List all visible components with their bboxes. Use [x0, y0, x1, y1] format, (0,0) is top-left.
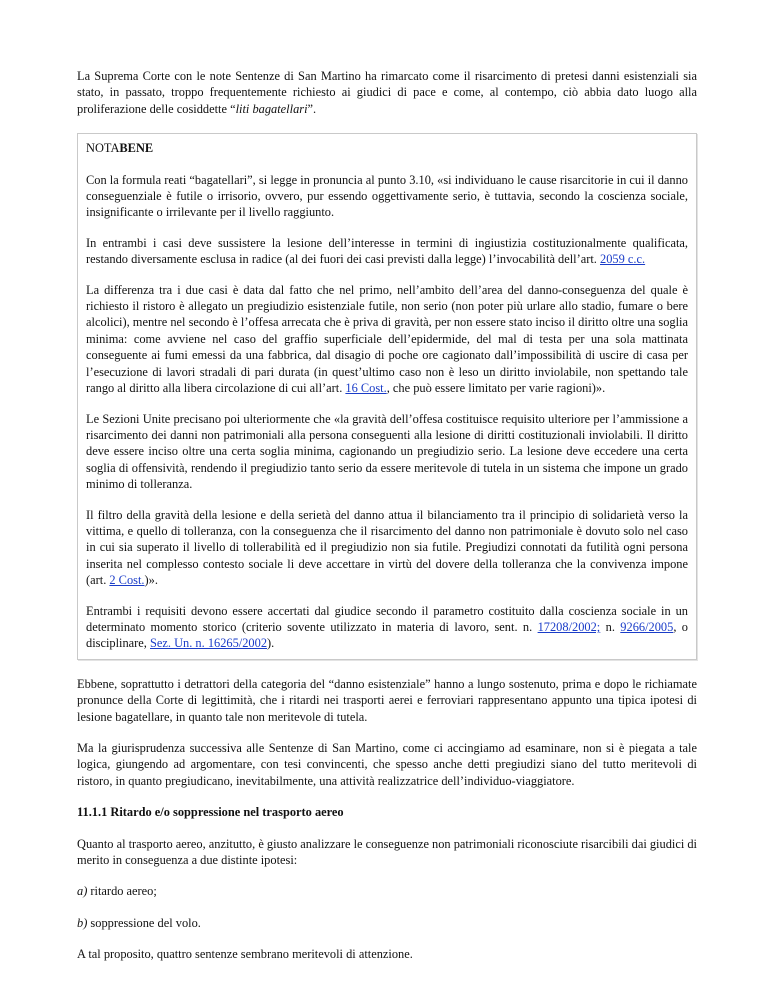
nota-bene-title: NOTABENE [86, 141, 154, 156]
nota-paragraph-3: La differenza tra i due casi è data dal fatto che nel primo, nell’ambito dell’area del danno-conseguenza del quale è richiesto il ristoro è allegato un pregiudizio esistenziale futile, non serio (non poter più urlare allo stadio, fumare o bere alcolici), mentre nel secondo è l’offesa arrecata che è priva di gravità, per non essere stato inciso il diritto oltre una soglia minima: come avviene nel caso del graffio superficiale dell’epidermide, del mal di testa per una sola mattinata conseguente ai fumi emessi da una fabbrica, dal disagio di poche ore cagionato dall’impossibilità di uscire di casa per l’esecuzione di lavori stradali di pari durata (in quest’ultimo caso non è leso un diritto inviolabile, non spettando tale rango al diritto alla libera circolazione di cui all’art. 16 Cost., che può essere limitato per varie ragioni)». [86, 282, 688, 396]
intro-italic-term: liti bagatellari [235, 101, 308, 116]
list-item-a: a) ritardo aereo; [77, 884, 157, 899]
nota-paragraph-5: Il filtro della gravità della lesione e della serietà del danno attua il bilanciamento tra il principio di solidarietà verso la vittima, e quello di tolleranza, con la conseguenza che il risarcimento del danno non patrimoniale è dovuto solo nel caso in cui sia superato il livello di tollerabilità ed il pregiudizio non sia futile. Pregiudizi connotati da futilità ogni persona inserita nel complesso contesto sociale li deve accettare in virtù del dovere della tolleranza che la convivenza impone (art. 2 Cost.)». [86, 507, 688, 588]
body-paragraph-3: Quanto al trasporto aereo, anzitutto, è giusto analizzare le conseguenze non patrimoniali riconosciute risarcibili dai giudici di merito in conseguenza a due distinte ipotesi: [77, 836, 698, 868]
nota-paragraph-1: Con la formula reati “bagatellari”, si legge in pronuncia al punto 3.10, «si individuano le cause risarcitorie in cui il danno conseguenziale è futile o irrisorio, ovvero, pur essendo oggettivamente serio, è tuttavia, secondo la coscienza sociale, insignificante o irrilevante per il livello raggiunto. [86, 172, 688, 220]
body-paragraph-1: Ebbene, soprattutto i detrattori della categoria del “danno esistenziale” hanno a lungo sostenuto, prima e dopo le richiamate pronunce della Corte di legittimità, che i ritardi nei trasporti aerei e ferroviari rappresentano appunto una tipica ipotesi di lesione bagatellare, in quanto tale non meritevole di tutela. [77, 676, 697, 724]
link-9266-2005[interactable]: 9266/2005 [620, 619, 674, 634]
link-sez-un-16265-2002[interactable]: Sez. Un. n. 16265/2002 [150, 636, 268, 651]
link-17208-2002[interactable]: 17208/2002; [537, 619, 601, 634]
body-section [77, 676, 697, 963]
nota-paragraph-2: In entrambi i casi deve sussistere la lesione dell’interesse in termini di ingiustizia costituzionalmente qualificata, restando diversamente esclusa in radice (al dei fuori dei casi previsti dalla legge) l’invocabilità dell’art. 2059 c.c. [86, 235, 688, 267]
nota-paragraph-6: Entrambi i requisiti devono essere accertati dal giudice secondo il parametro costituito dalla coscienza sociale in un determinato momento storico (criterio sovente utilizzato in materia di lavoro, sent. n. 17208/2002; n. 9266/2005, o disciplinare, Sez. Un. n. 16265/2002). [86, 603, 688, 651]
intro-text: La Suprema Corte con le note Sentenze di San Martino ha rimarcato come il risarcimento di pretesi danni esistenziali sia stato, in passato, troppo frequentemente richiesto ai giudici di pace e come, al contempo, ciò abbia dato luogo alla proliferazione delle cosiddette “ [77, 69, 697, 116]
document-page [77, 68, 697, 978]
body-paragraph-4: A tal proposito, quattro sentenze sembrano meritevoli di attenzione. [77, 947, 413, 962]
intro-text-end: ”. [307, 101, 317, 116]
nota-bene-box [77, 133, 697, 660]
intro-paragraph [77, 68, 697, 117]
nota-paragraph-4: Le Sezioni Unite precisano poi ulteriormente che «la gravità dell’offesa costituisce requisito ulteriore per l’ammissione a risarcimento dei danni non patrimoniali alla persona conseguenti alla lesione di diritti costituzionali inviolabili. Il diritto deve essere inciso oltre una certa soglia minima, cagionando un pregiudizio serio. La lesione deve eccedere una certa soglia di offensività, rendendo il pregiudizio tanto serio da essere meritevole di tutela in un sistema che impone un grado minimo di tolleranza. [86, 411, 688, 492]
link-16-cost[interactable]: 16 Cost. [345, 381, 387, 396]
link-2059-cc[interactable]: 2059 c.c. [600, 252, 646, 267]
link-2-cost[interactable]: 2 Cost. [109, 573, 145, 588]
list-item-b: b) soppressione del volo. [77, 915, 201, 930]
body-paragraph-2: Ma la giurisprudenza successiva alle Sentenze di San Martino, come ci accingiamo ad esaminare, non si è piegata a tale logica, giungendo ad argomentare, con tesi convincenti, che spesso anche detti pregiudizi siano del tutto meritevoli di ristoro, in quanto pregiudicano, inevitabilmente, una attività realizzatrice dell’individuo-viaggiatore. [77, 741, 697, 788]
section-heading: 11.1.1 Ritardo e/o soppressione nel trasporto aereo [77, 805, 344, 820]
